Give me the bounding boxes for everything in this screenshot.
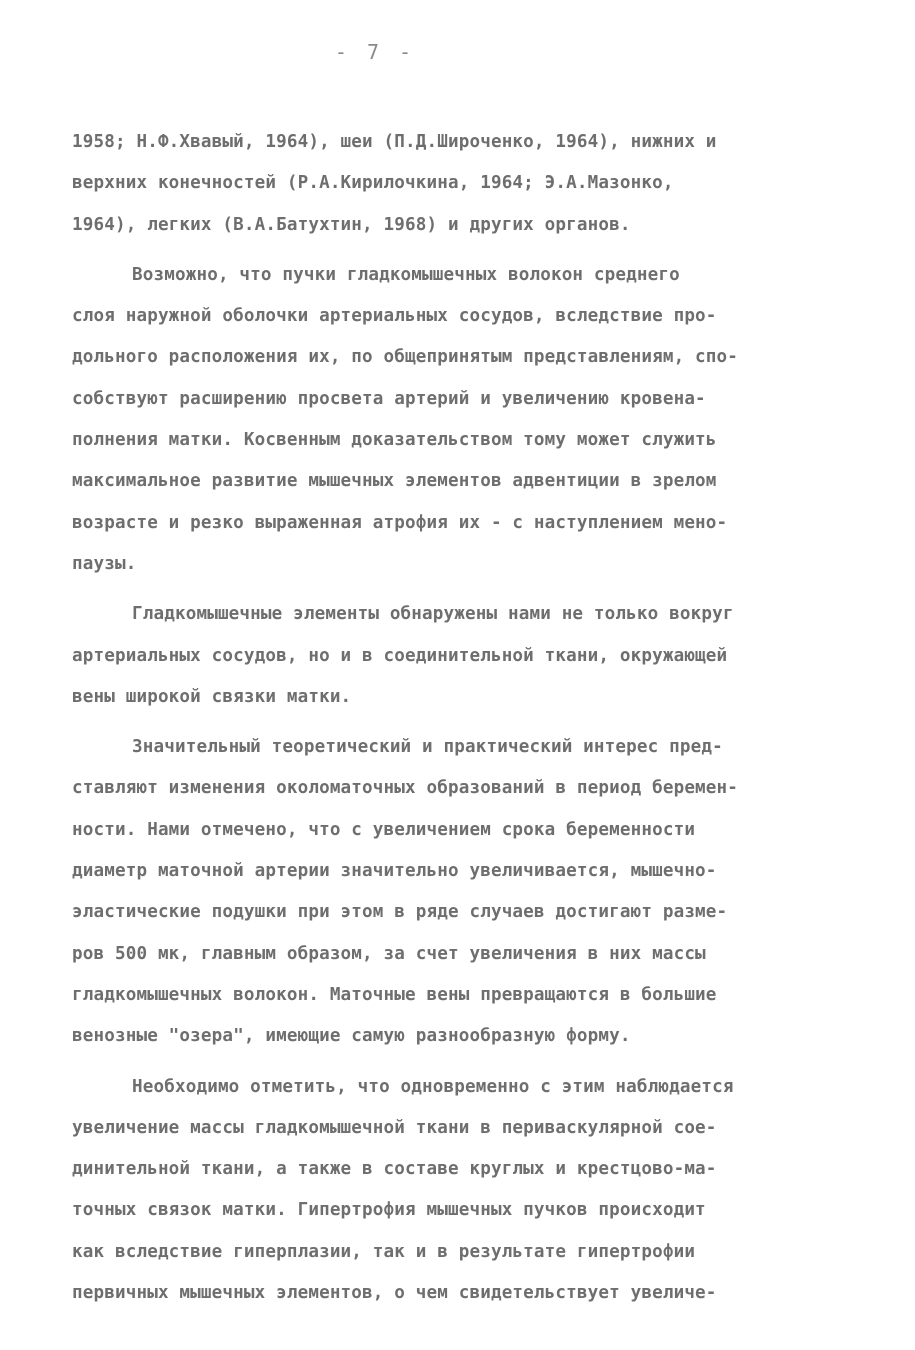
text-line: дольного расположения их, по общепринятым представлениям, спо- [72,347,739,368]
text-line: Гладкомышечные элементы обнаружены нами не только вокруг [132,604,734,625]
text-line: ставляют изменения околоматочных образований в период беремен- [72,778,739,799]
text-line: гладкомышечных волокон. Маточные вены превращаются в большие [72,984,717,1005]
text-line: динительной ткани, а также в составе круглых и крестцово-ма- [72,1159,717,1180]
text-line: первичных мышечных элементов, о чем свидетельствует увеличе- [72,1283,717,1304]
text-line: точных связок матки. Гипертрофия мышечных пучков происходит [72,1200,706,1221]
text-line: возрасте и резко выраженная атрофия их - с наступлением мено- [72,512,728,533]
paragraph [72,1067,852,1315]
text-line: ров 500 мк, главным образом, за счет увеличения в них массы [72,943,706,964]
text-line: эластические подушки при этом в ряде случаев достигают разме- [72,902,728,923]
text-line: артериальных сосудов, но и в соединительной ткани, окружающей [72,645,728,666]
page-number: - 7 - [334,40,416,64]
text-line: венозные "озера", имеющие самую разнообразную форму. [72,1026,631,1047]
text-line: Необходимо отметить, что одновременно с этим наблюдается [132,1076,734,1097]
paragraph [72,255,852,585]
text-line: диаметр маточной артерии значительно увеличивается, мышечно- [72,861,717,882]
text-line: Возможно, что пучки гладкомышечных волокон среднего [132,264,680,285]
text-line: увеличение массы гладкомышечной ткани в периваскулярной сое- [72,1117,717,1138]
text-line: ности. Нами отмечено, что с увеличением срока беременности [72,819,696,840]
text-line: собствуют расширению просвета артерий и увеличению кровена- [72,388,706,409]
body-text [72,122,852,1314]
text-line: паузы. [72,553,137,574]
text-line: полнения матки. Косвенным доказательством тому может служить [72,430,717,451]
text-line: верхних конечностей (Р.А.Кирилочкина, 1964; Э.А.Мазонко, [72,173,674,194]
paragraph [72,594,852,718]
paragraph [72,727,852,1057]
text-line: как вследствие гиперплазии, так и в результате гипертрофии [72,1241,696,1262]
text-line: 1964), легких (В.А.Батухтин, 1968) и других органов. [72,214,631,235]
text-line: Значительный теоретический и практический интерес пред- [132,737,723,758]
text-line: слоя наружной оболочки артериальных сосудов, вследствие про- [72,306,717,327]
text-line: вены широкой связки матки. [72,686,352,707]
text-line: максимальное развитие мышечных элементов адвентиции в зрелом [72,471,717,492]
paragraph [72,122,852,246]
text-line: 1958; Н.Ф.Хвавый, 1964), шеи (П.Д.Широченко, 1964), нижних и [72,132,717,152]
